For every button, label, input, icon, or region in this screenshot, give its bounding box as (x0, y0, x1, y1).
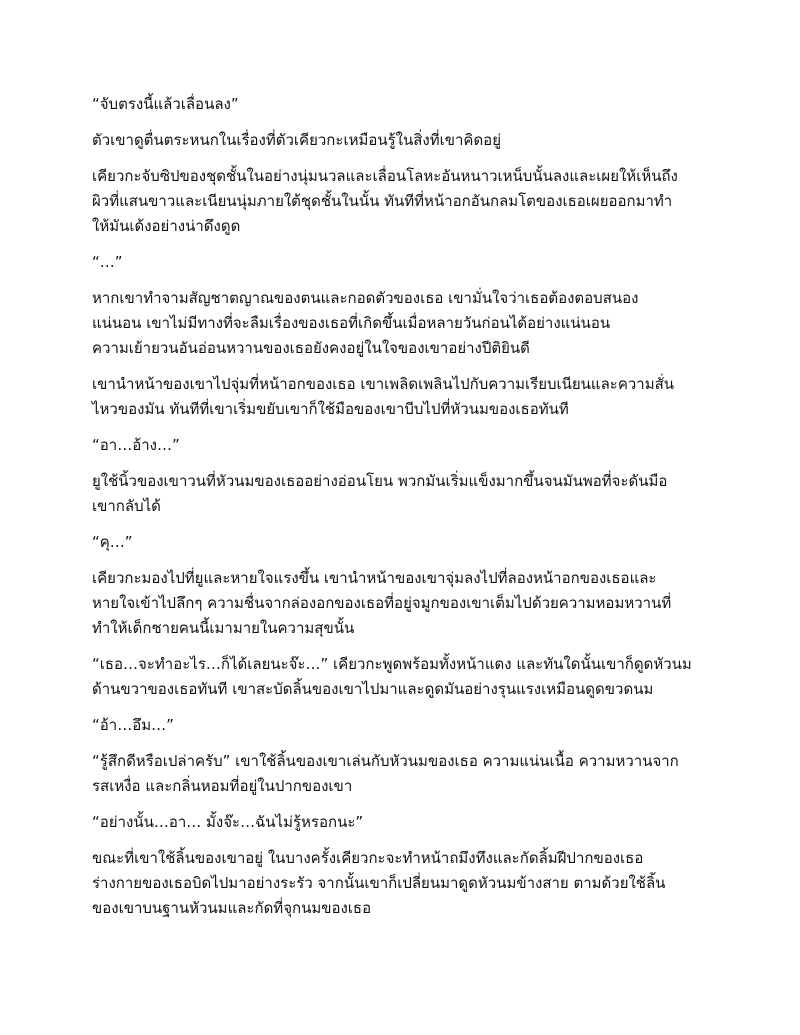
paragraph-7: “อา…อ้าง…” (92, 436, 180, 454)
paragraph-3: เคียวกะจับซิปของชุดชั้นในอย่างนุ่มนวลและเลื่อนโลหะอันหนาวเหน็บนั้นลงและเผยให้เห็นถึง ผิวที่แสนขาวและเนียนนุ่มภายใต้ชุดชั้นในนั้น ทันทีที่หน้าอกอันกลมโตของเธอเผยออกมาทำ ให้มันเด้งอย่างน่าดึงดูด (92, 167, 678, 235)
paragraph-9: “คุ…” (92, 533, 133, 551)
paragraph-12: “อ้า…อึม…” (92, 716, 174, 734)
paragraph-8: ยูใช้นิ้วของเขาวนที่หัวนมของเธออย่างอ่อนโยน พวกมันเริ่มแข็งมากขึ้นจนมันพอที่จะดันมือ เขากลับได้ (92, 472, 668, 515)
paragraph-6: เขานำหน้าของเขาไปจุ่มที่หน้าอกของเธอ เขาเพลิดเพลินไปกับความเรียบเนียนและความสั่น ไหวของมัน ทันทีที่เขาเริ่มขยับเขาก็ใช้มือของเขาบีบไปที่หัวนมของเธอทันที (92, 375, 675, 418)
paragraph-5: หากเขาทำจามสัญชาตญาณของตนและกอดตัวของเธอ เขามั่นใจว่าเธอต้องตอบสนอง แน่นอน เขาไม่มีทางที่จะลืมเรื่องของเธอที่เกิดขึ้นเมื่อหลายวันก่อนได้อย่างแน่นอน ความเย้ายวนอันอ่อนหวานของเธอยังคงอยู่ในใจของเขาอย่างปีติยินดี (92, 289, 639, 357)
paragraph-14: “อย่างนั้น…อา… มั้งจ๊ะ…ฉันไม่รู้หรอกนะ” (92, 813, 364, 831)
paragraph-10: เคียวกะมองไปที่ยูและหายใจแรงขึ้น เขานำหน้าของเขาจุ่มลงไปที่ลองหน้าอกของเธอและ หายใจเข้าไปลึกๆ ความชื่นจากล่องอกของเธอที่อยู่จมูกของเขาเต็มไปด้วยความหอมหวานที่ ทำให้เด็กชายคนนี้เมามายในความสุขนั้น (92, 569, 672, 637)
paragraph-2: ตัวเขาดูตื่นตระหนกในเรื่องที่ตัวเคียวกะเหมือนรู้ในสิ่งที่เขาคิดอยู่ (92, 131, 501, 149)
paragraph-13: “รู้สึกดีหรือเปล่าครับ” เขาใช้ลิ้นของเขาเล่นกับหัวนมของเธอ ความแน่นเนื้อ ความหวานจาก รสเหงื่อ และกลิ่นหอมที่อยู่ในปากของเขา (92, 752, 679, 795)
paragraph-4: “…” (92, 253, 123, 271)
paragraph-15: ขณะที่เขาใช้ลิ้นของเขาอยู่ ในบางครั้งเคียวกะจะทำหน้าถมึงทึงและกัดลิ้มฝีปากของเธอ ร่างกายของเธอบิดไปมาอย่างระรัว จากนั้นเขาก็เปลี่ยนมาดูดหัวนมข้างสาย ตามด้วยใช้ลิ้น ของเขาบนฐานหัวนมและกัดที่จุกนมของเธอ (92, 849, 666, 917)
paragraph-11: “เธอ…จะทำอะไร…ก็ได้เลยนะจ๊ะ…” เคียวกะพูดพร้อมทั้งหน้าแดง และทันใดนั้นเขาก็ดูดหัวนม ด้านขวาของเธอทันที เขาสะบัดลิ้นของเขาไปมาและดูดมันอย่างรุนแรงเหมือนดูดขวดนม (92, 655, 692, 698)
paragraph-1: “จับตรงนี้แล้วเลื่อนลง” (92, 95, 239, 113)
